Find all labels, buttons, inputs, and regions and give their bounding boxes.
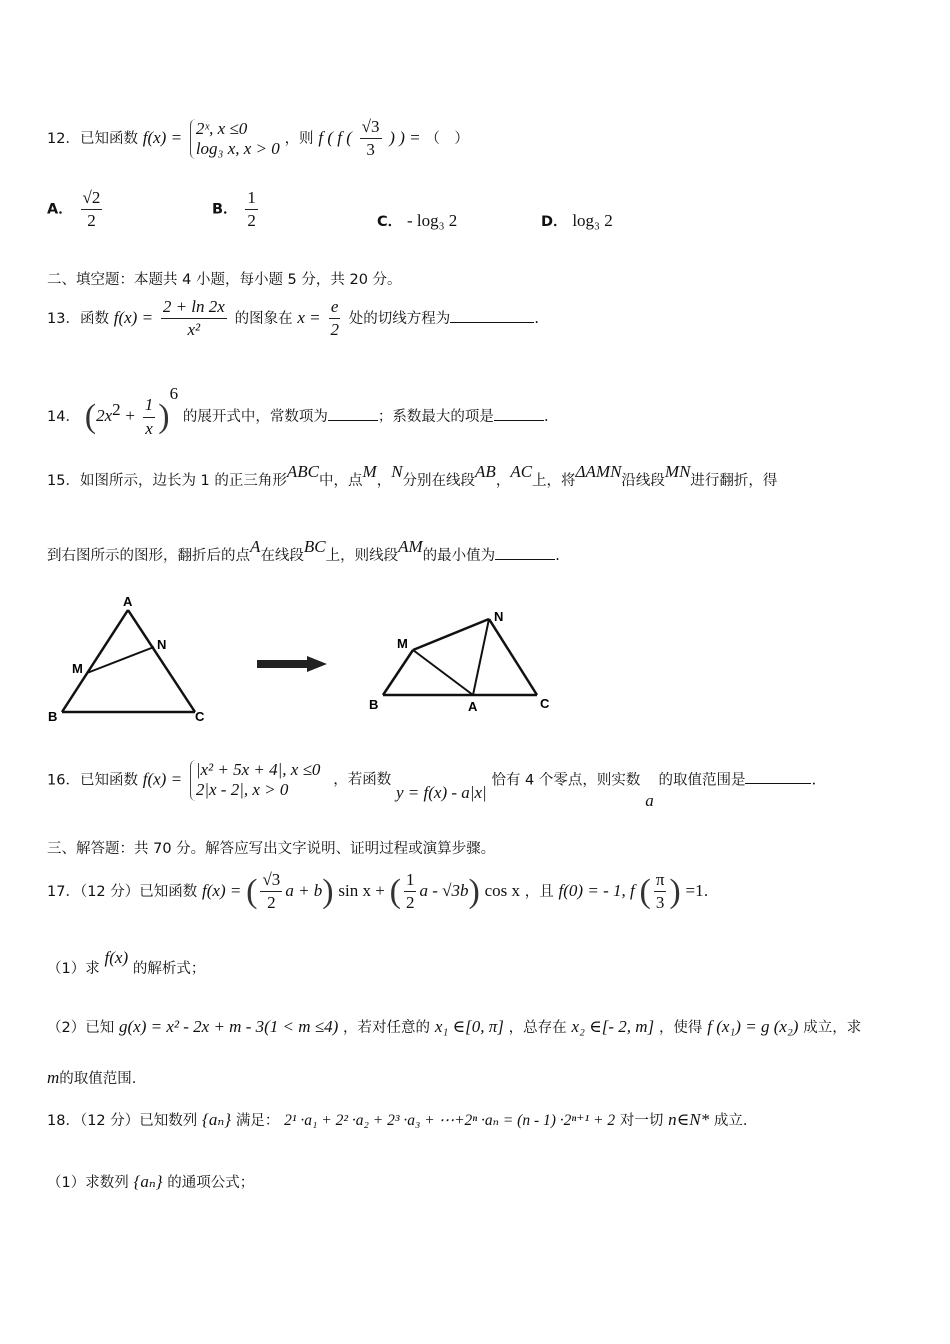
- q12-lead: 已知函数: [79, 130, 138, 147]
- q12-case2: log₃ x, x > 0: [195, 138, 280, 158]
- math-run: AM: [398, 537, 423, 556]
- text-run: 15．如图所示，边长为 1 的正三角形: [47, 473, 287, 489]
- section-3-heading: 三、解答题：共 70 分。解答应写出文字说明、证明过程或演算步骤。: [47, 841, 496, 857]
- arrow-right-icon: [307, 656, 327, 672]
- q13-fraction: $\frac{2 + \ln 2x}{\text{x²}}$: [162, 297, 225, 340]
- q14-blank-2[interactable]: [494, 406, 544, 421]
- q15-right-label-b: B: [369, 697, 379, 712]
- q12-option-b: B． $\frac{1}{2}$: [212, 188, 256, 230]
- q13-e-over-2: $\frac{e}{2}$: [330, 297, 339, 340]
- arrow-shaft: [257, 660, 309, 668]
- text-run: 到右图所示的图形，翻折后的点: [47, 548, 250, 564]
- q15-left-label-c: C: [195, 709, 205, 724]
- math-run: MN: [664, 462, 691, 481]
- text-run: ，: [376, 473, 392, 489]
- math-run: A: [250, 537, 261, 556]
- q15-right-label-a: A: [468, 699, 478, 714]
- q16-piecewise: |x² + 5x + 4|, x ≤0 2|x - 2|, x > 0: [190, 760, 321, 801]
- math-run: BC: [303, 537, 326, 556]
- q15-answer-blank[interactable]: [495, 545, 555, 560]
- q12-paren: （ ）: [425, 130, 469, 147]
- section-2-heading: 二、填空题：本题共 4 小题，每小题 5 分，共 20 分。: [47, 272, 402, 288]
- q13-answer-blank[interactable]: [450, 308, 534, 323]
- q17-part-1: （1）求 f(x) 的解析式；: [47, 948, 206, 977]
- math-run: ΔAMN: [575, 462, 622, 481]
- q15-figure-left: [45, 595, 215, 725]
- question-15-line-2: [47, 537, 560, 565]
- text-run: 的最小值为: [422, 548, 496, 564]
- question-12: [47, 117, 469, 161]
- q12-fx: f(x) =: [142, 127, 183, 147]
- q17-part-2: （2）已知 g(x) = x² - 2x + m - 3(1 < m ≤4) ，若对任意的 x₁ ∈[0, π] ，总存在 x₂ ∈[- 2, m] ，使得 f (x₁) = g (x₂) 成立，求: [47, 1017, 862, 1036]
- q12-option-d: D． log₃ 2: [541, 211, 613, 230]
- q15-right-label-m: M: [397, 636, 408, 651]
- q15-right-label-c: C: [540, 696, 550, 711]
- question-17: 17．（12 分）已知函数 f(x) = ( $\frac{√3}{2}$ a + b) sin x + ( $\frac{1}{2}$ a - √3b) cos x ，且 f(0) = - 1, f ( $\frac{\pi}{3}$ ) =1.: [47, 870, 709, 913]
- q12-then: ，则: [284, 130, 314, 147]
- q12-case1: 2ˣ, x ≤0: [195, 118, 248, 138]
- math-run: ABC: [286, 462, 320, 481]
- q15-left-label-m: M: [72, 661, 83, 676]
- q12-piecewise: [190, 119, 280, 160]
- math-run: M: [362, 462, 377, 481]
- q15-figure-right: [365, 605, 565, 720]
- text-run: 分别在线段: [402, 473, 476, 489]
- q12-nested-left: f ( f (: [318, 127, 352, 147]
- q12-number: 12．: [47, 130, 80, 147]
- q12-nested-right: ) ) =: [389, 127, 421, 147]
- question-14: 14． ($2x^2$ + $\frac{1}{x}$ )$^6$ 的展开式中，常数项为 ；系数最大的项是 .: [47, 384, 549, 438]
- q15-end: .: [555, 546, 560, 564]
- question-18: 18．（12 分）已知数列 {aₙ} 满足： 2¹ ·a₁ + 2² ·a₂ + 2³ ·a₃ + ⋯+2ⁿ ·aₙ = (n - 1) ·2ⁿ⁺¹ + 2 对一切 n∈N* 成立.: [47, 1110, 748, 1129]
- q12-option-a: A． $\frac{√2}{2}$: [47, 188, 101, 230]
- q14-one-over-x: $\frac{1}{x}$: [144, 395, 154, 438]
- math-run: AC: [510, 462, 533, 481]
- question-16: 16．已知函数 f(x) = |x² + 5x + 4|, x ≤0 2|x - 2|, x > 0 ，若函数 y = f(x) - a|x| 恰有 4 个零点，则实数 a 的取值范围是 .: [47, 760, 817, 811]
- math-run: N: [391, 462, 403, 481]
- text-run: 进行翻折，得: [690, 473, 778, 489]
- q16-answer-blank[interactable]: [745, 769, 811, 784]
- q18-part-1: （1）求数列 {aₙ} 的通项公式；: [47, 1172, 255, 1191]
- question-13: 13．函数 f(x) = $\frac{2 + \ln 2x}{\text{x²}}$ 的图象在 x = $\frac{e}{2}$ 处的切线方程为 .: [47, 297, 540, 340]
- q15-left-label-a: A: [123, 595, 133, 609]
- q15-left-label-b: B: [48, 709, 58, 724]
- text-run: 上，则线段: [325, 548, 399, 564]
- q15-left-label-n: N: [157, 637, 167, 652]
- q15-right-label-n: N: [494, 609, 504, 624]
- text-run: 上，将: [532, 473, 576, 489]
- q14-blank-1[interactable]: [328, 406, 378, 421]
- text-run: 沿线段: [621, 473, 665, 489]
- text-run: ，: [495, 473, 511, 489]
- math-run: AB: [475, 462, 496, 481]
- question-15-line-1: [47, 462, 778, 490]
- q12-option-c: C． - log₃ 2: [377, 211, 458, 230]
- q17-part-2-continued: m的取值范围.: [47, 1068, 137, 1087]
- text-run: 在线段: [260, 548, 304, 564]
- text-run: 中，点: [319, 473, 363, 489]
- q12-sqrt3-over-3: $\frac{√3}{3}$: [361, 117, 380, 160]
